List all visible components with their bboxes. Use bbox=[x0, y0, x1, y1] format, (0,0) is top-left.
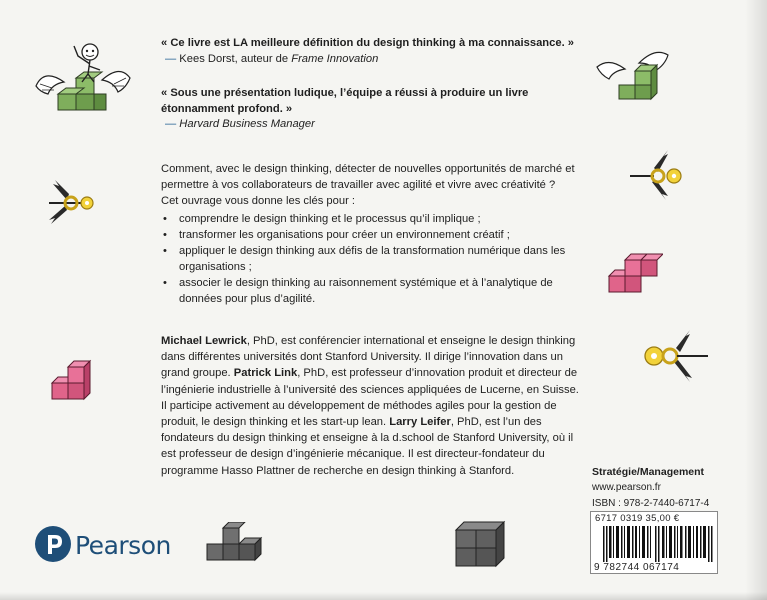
pink-cubes-icon bbox=[605, 248, 663, 296]
winged-key-icon bbox=[45, 180, 100, 225]
grey-cubes-icon bbox=[205, 522, 265, 567]
barcode-price-line: 6717 0319 35,00 € bbox=[595, 513, 680, 524]
pearson-logo-icon bbox=[35, 526, 71, 562]
page-bottom-shadow bbox=[0, 592, 767, 600]
list-item: • transformer les organisations pour créer un environnement créatif ; bbox=[161, 227, 586, 243]
quote-2-text: « Sous une présentation ludique, l’équipe a réussi à produire un livre étonnamment profond. » bbox=[161, 87, 529, 115]
author-3-bio: , est l’un des fondateurs du design thinking et enseigne à la d.school de Stanford University, où il est professeur de design d’ingénierie mécanique. Il est directeur-fondateur du programme Hasso Plattner de recherche en design thinking à Stanford. bbox=[161, 416, 574, 477]
page-edge-shadow bbox=[745, 0, 767, 600]
pink-cubes-icon bbox=[50, 357, 92, 401]
winged-key-icon bbox=[628, 150, 686, 200]
intro-paragraph: Comment, avec le design thinking, détecter de nouvelles opportunités de marché et permettre à vos collaborateurs de travailler avec agilité et vivre avec créativité ? bbox=[161, 163, 575, 191]
publisher-website: www.pearson.fr bbox=[592, 482, 661, 493]
list-item: • associer le design thinking au raisonnement systémique et à l’analytique de données pour plus d’agilité. bbox=[161, 275, 586, 307]
quote-1-author: Kees Dorst, auteur de bbox=[179, 52, 292, 65]
grey-cubes-icon bbox=[452, 512, 508, 570]
category-label: Stratégie/Management bbox=[592, 466, 705, 478]
character-on-winged-green-cubes-icon bbox=[30, 38, 135, 118]
key-points-list bbox=[161, 211, 586, 307]
barcode bbox=[590, 511, 718, 574]
review-quotes bbox=[161, 36, 581, 133]
intro-lead: Cet ouvrage vous donne les clés pour : bbox=[161, 195, 356, 207]
author-3-name: Larry Leifer bbox=[389, 416, 451, 429]
intro-block bbox=[161, 161, 591, 209]
publisher-name: Pearson bbox=[75, 531, 171, 560]
quote-1-source: Frame Innovation bbox=[291, 52, 379, 65]
quote-2-source: Harvard Business Manager bbox=[179, 118, 315, 130]
winged-key-icon bbox=[640, 330, 710, 382]
isbn-number: ISBN : 978-2-7440-6717-4 bbox=[592, 498, 710, 509]
winged-green-cubes-icon bbox=[595, 45, 670, 107]
list-item: • appliquer le design thinking aux défis de la transformation numérique dans les organisations ; bbox=[161, 243, 586, 275]
quote-1-attribution: — Kees Dorst, auteur de Frame Innovation bbox=[165, 52, 379, 65]
author-bios: Michael Lewrick, PhD, est conférencier international et enseigne le design thinking dans différentes universités dont Stanford University. Il dirige l’innovation dans un grand groupe. Patrick Link, PhD, est professeur d’innovation produit et directeur de l’ingénierie industrielle à l’université des sciences appliquées de Lucerne, en Suisse. Il participe activement au développement de méthodes agiles pour la gestion de produit, le design thinking et les start-up lean. Larry Leifer, PhD, est l’un des fondateurs du design thinking et enseigne à la d.school de Stanford University, où il est professeur de design d’ingénierie mécanique. Il est directeur-fondateur du programme Hasso Plattner de recherche en design thinking à Stanford. bbox=[161, 335, 579, 477]
author-2-name: Patrick Link bbox=[233, 367, 298, 380]
barcode-digits: 9 782744 067174 bbox=[594, 562, 680, 573]
author-2-bio: , est professeur d’innovation produit et directeur de l’ingénierie industrielle à l’université des sciences appliquées de Lucerne, en Suisse. Il participe activement au développement de méthodes agiles pour la gestion de produit, le design thinking et les start-up lean. bbox=[161, 367, 579, 429]
barcode-bars bbox=[603, 526, 713, 562]
quote-2-attribution: — Harvard Business Manager bbox=[165, 118, 315, 130]
author-1-bio: , est conférencier international et enseigne le design thinking dans différentes universités dont Stanford University. Il dirige l’innovation dans un grand groupe. bbox=[161, 335, 576, 380]
author-1-name: Michael Lewrick bbox=[161, 335, 247, 347]
quote-1-text: « Ce livre est LA meilleure définition du design thinking à ma connaissance. » bbox=[161, 37, 575, 49]
list-item: • comprendre le design thinking et le processus qu’il implique ; bbox=[161, 211, 586, 227]
